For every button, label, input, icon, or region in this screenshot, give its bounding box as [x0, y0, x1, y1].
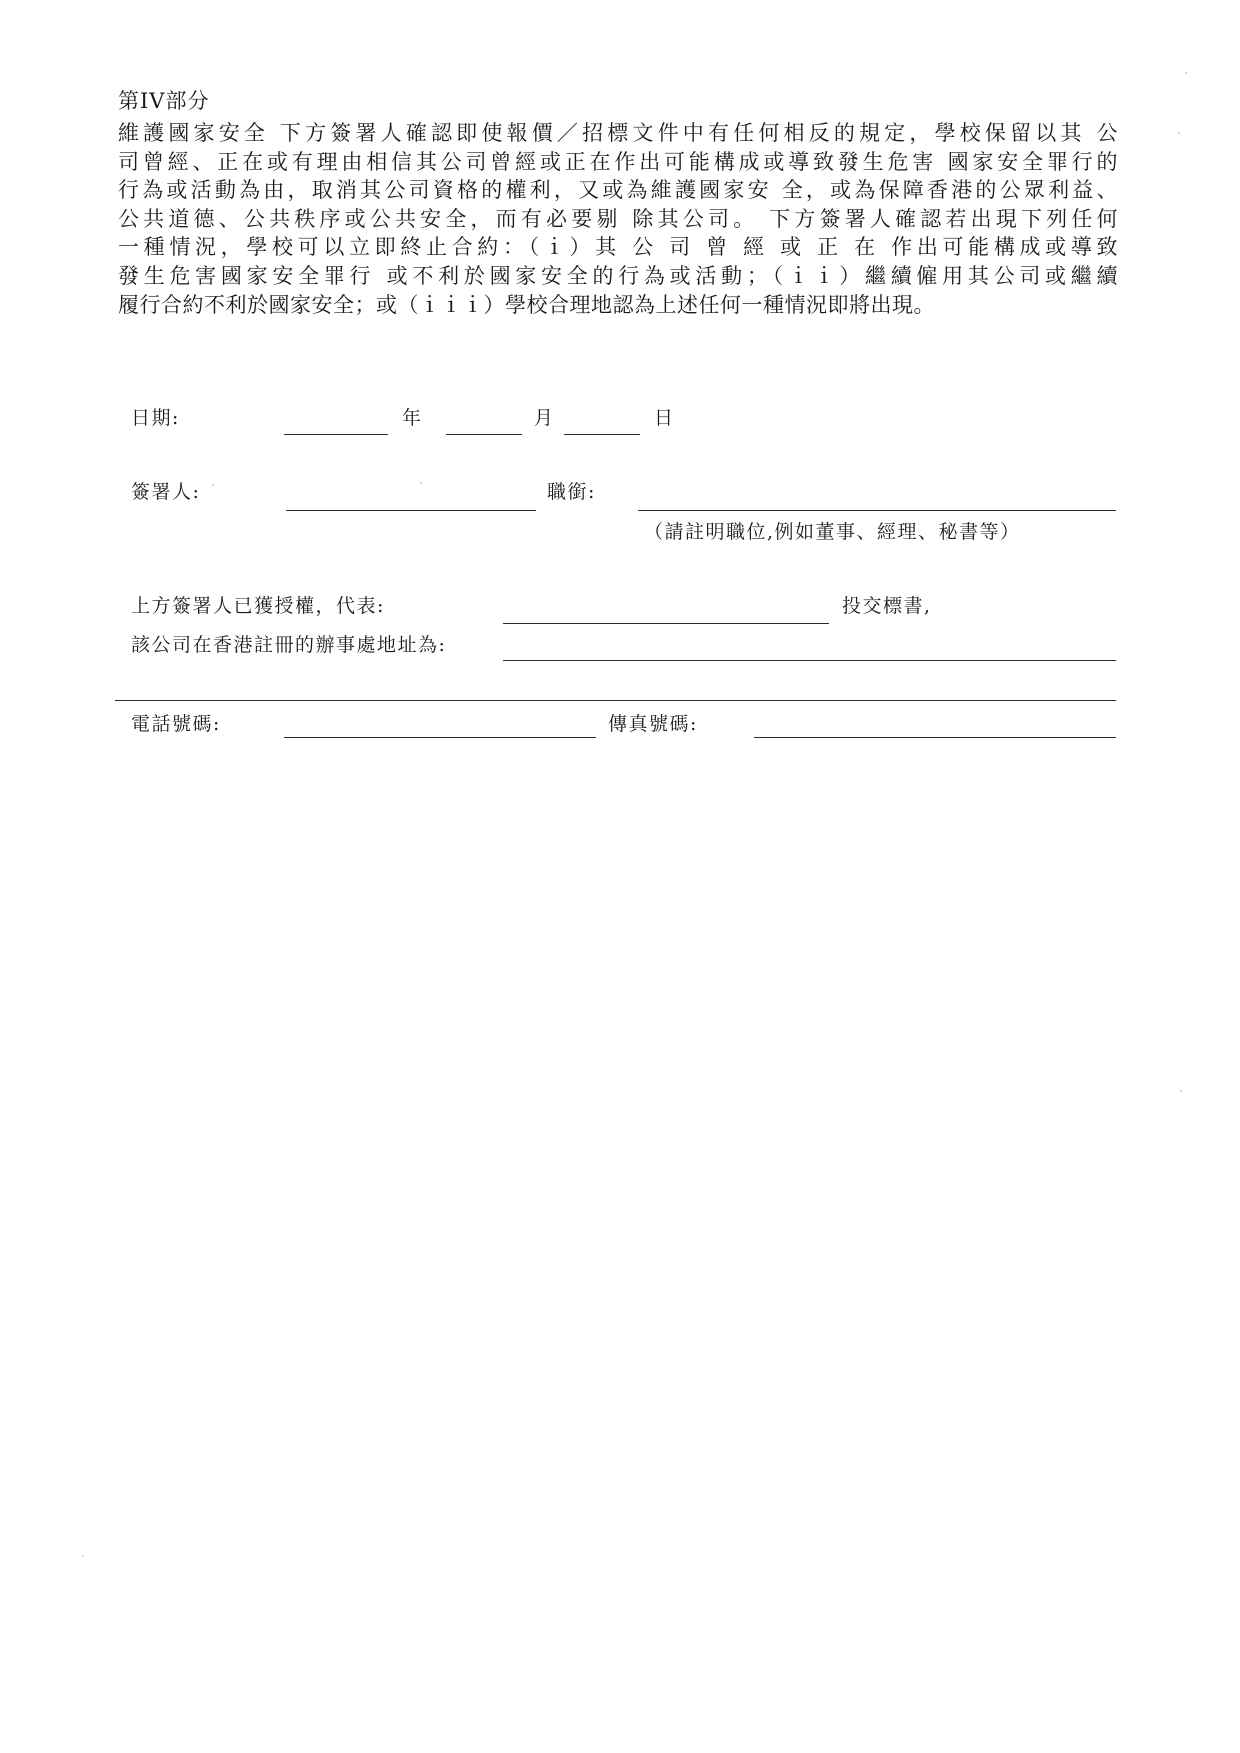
paragraph-line: 履行合約不利於國家安全；或（ｉｉｉ）學校合理地認為上述任何一種情況即將出現。 — [118, 292, 935, 317]
signatory-field[interactable] — [286, 510, 536, 511]
scan-speck — [212, 484, 214, 486]
date-day-field[interactable] — [564, 434, 640, 435]
authorized-label: 上方簽署人已獲授權，代表: — [131, 595, 385, 617]
paragraph-line: 司曾經、正在或有理由相信其公司曾經或正在作出可能構成或導致發生危害 國家安全罪行的 — [118, 149, 1118, 174]
paragraph-line: 公共道德、公共秩序或公共安全，而有必要剔 除其公司。 下方簽署人確認若出現下列任何 — [118, 206, 1118, 231]
company-name-field[interactable] — [503, 623, 829, 624]
scan-speck — [420, 482, 422, 484]
date-label: 日期: — [131, 407, 180, 429]
job-title-label: 職銜: — [547, 481, 596, 503]
declaration-paragraph — [118, 119, 1118, 319]
month-label: 月 — [534, 407, 555, 429]
date-year-field[interactable] — [284, 434, 388, 435]
scan-speck — [1180, 1090, 1182, 1092]
year-label: 年 — [402, 407, 423, 429]
address-field[interactable] — [503, 660, 1116, 661]
fax-label: 傳真號碼: — [608, 713, 698, 735]
address-label: 該公司在香港註冊的辦事處地址為: — [131, 634, 447, 656]
phone-field[interactable] — [284, 737, 596, 738]
paragraph-line: 行為或活動為由，取消其公司資格的權利，又或為維護國家安 全，或為保障香港的公眾利益、 — [118, 178, 1118, 203]
scan-speck — [82, 1555, 84, 1557]
section-title: 第IV部分 — [118, 89, 210, 113]
paragraph-line: 維護國家安全 下方簽署人確認即使報價／招標文件中有任何相反的規定，學校保留以其 公 — [118, 121, 1118, 145]
fax-field[interactable] — [754, 737, 1116, 738]
scan-speck — [1185, 72, 1187, 74]
date-month-field[interactable] — [446, 434, 522, 435]
address-field-line-2[interactable] — [115, 700, 1116, 701]
job-title-field[interactable] — [638, 510, 1116, 511]
phone-label: 電話號碼: — [131, 713, 221, 735]
day-label: 日 — [654, 407, 675, 429]
paragraph-line: 一種情況，學校可以立即終止合約：（ｉ）其 公 司 曾 經 或 正 在 作出可能構成或導致 — [118, 235, 1118, 260]
paragraph-line: 發生危害國家安全罪行 或不利於國家安全的行為或活動；（ｉｉ）繼續僱用其公司或繼續 — [118, 263, 1118, 288]
scan-speck — [1178, 132, 1180, 134]
signatory-label: 簽署人: — [131, 481, 201, 503]
submit-tender-label: 投交標書, — [842, 595, 932, 617]
job-title-hint: （請註明職位,例如董事、經理、秘書等） — [644, 521, 1021, 543]
